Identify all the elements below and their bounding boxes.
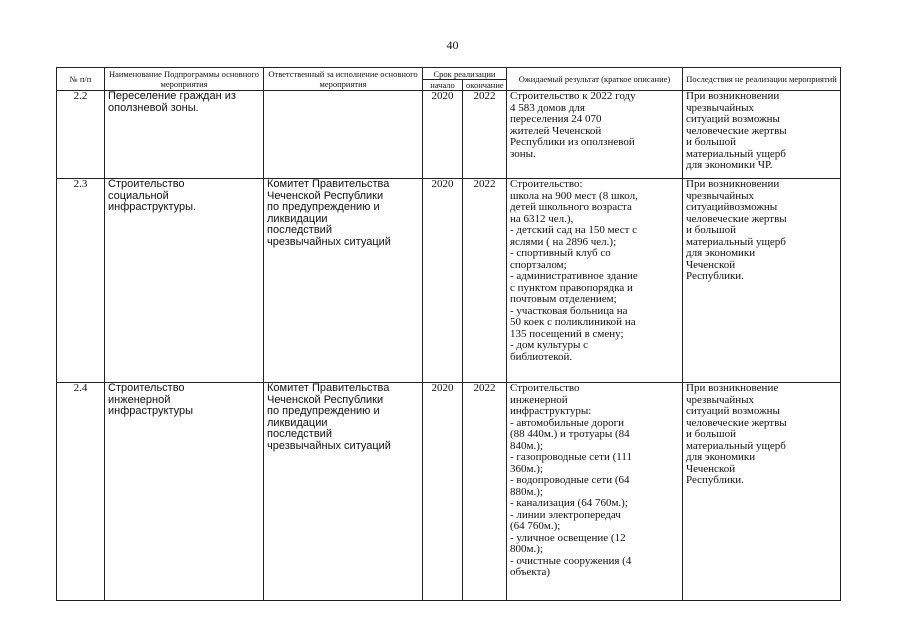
expected-result: Строительство инженерной инфраструктуры: - автомобильные дороги (88 440м.) и тротуары (84 840м.); - газопроводные сети (111 360м.); - водопроводные сети (64 880м.); - канализация (64 760м.); - линии электропередач (64 760м.); - уличное освещение (12 800м.); - очистные сооружения (4 объекта) [507, 383, 683, 601]
responsible-body: Комитет Правительства Чеченской Республики по предупреждению и ликвидации последствий чрезвычайных ситуаций [264, 179, 423, 383]
measure-name: Строительство социальной инфраструктуры. [105, 179, 264, 383]
start-year: 2020 [423, 91, 463, 179]
header-consequence: Последствия не реализации мероприятий [683, 68, 841, 91]
end-year: 2022 [463, 383, 507, 601]
start-year: 2020 [423, 179, 463, 383]
row-number: 2.3 [57, 179, 105, 383]
header-period: Срок реализации [423, 68, 507, 80]
measure-name: Переселение граждан из оползневой зоны. [105, 91, 264, 179]
header-num: № п/п [57, 68, 105, 91]
table-header [57, 68, 841, 91]
non-implementation-consequence: При возникновении чрезвычайных ситуацийвозможны человеческие жертвы и большой материальный ущерб для экономики Чеченской Республики. [683, 179, 841, 383]
non-implementation-consequence: При возникновении чрезвычайных ситуаций возможны человеческие жертвы и большой материальный ущерб для экономики ЧР. [683, 91, 841, 179]
responsible-body: Комитет Правительства Чеченской Республики по предупреждению и ликвидации последствий чрезвычайных ситуаций [264, 383, 423, 601]
header-name: Наименование Подпрограммы основного мероприятия [105, 68, 264, 91]
table-row [57, 91, 841, 179]
header-start: начало [423, 80, 463, 91]
program-measures-table [56, 67, 841, 601]
end-year: 2022 [463, 91, 507, 179]
expected-result: Строительство: школа на 900 мест (8 школ, детей школьного возраста на 6312 чел.), - детский сад на 150 мест с яслями ( на 2896 чел.); - спортивный клуб со спортзалом; - административное здание с пунктом правопорядка и почтовым отделением; - участковая больница на 50 коек с поликлиникой на 135 посещений в смену; - дом культуры с библиотекой. [507, 179, 683, 383]
non-implementation-consequence: При возникновение чрезвычайных ситуаций возможны человеческие жертвы и большой материальный ущерб для экономики Чеченской Республики. [683, 383, 841, 601]
end-year: 2022 [463, 179, 507, 383]
header-result: Ожидаемый результат (краткое описание) [507, 68, 683, 91]
responsible-body [264, 91, 423, 179]
start-year: 2020 [423, 383, 463, 601]
expected-result: Строительство к 2022 году 4 583 домов для переселения 24 070 жителей Чеченской Республики из оползневой зоны. [507, 91, 683, 179]
measure-name: Строительство инженерной инфраструктуры [105, 383, 264, 601]
row-number: 2.2 [57, 91, 105, 179]
table-row [57, 383, 841, 601]
row-number: 2.4 [57, 383, 105, 601]
header-end: окончание [463, 80, 507, 91]
table-row [57, 179, 841, 383]
header-responsible: Ответственный за исполнение основного мероприятия [264, 68, 423, 91]
page-number: 40 [446, 38, 459, 52]
